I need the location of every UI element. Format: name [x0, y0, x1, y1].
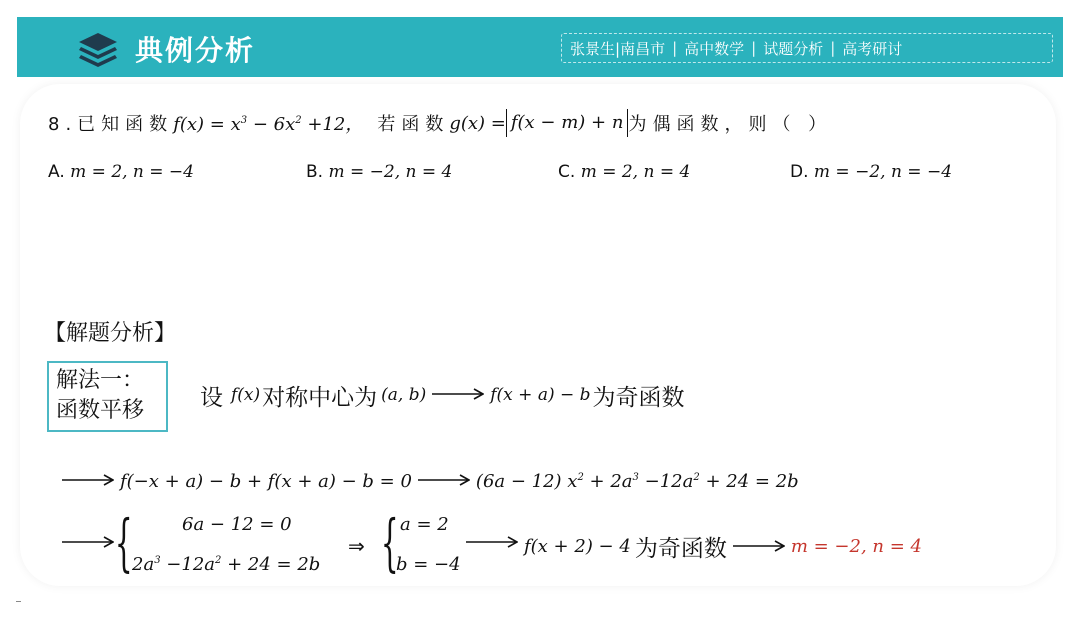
step-2	[62, 466, 799, 496]
step-3-text: 为奇函数	[634, 536, 727, 562]
step-1-shifted: f(x + a) − b	[490, 385, 591, 405]
step-1-ab: (a, b)	[381, 385, 427, 405]
question-mid: 若函数	[377, 114, 450, 135]
right-arrow-icon	[466, 536, 518, 548]
step-1-text-d: 为奇函数	[592, 384, 685, 411]
step-2-polynomial: (6a − 12) $x^2 + 2a^3 -12a^2 + 24 = 2b$	[475, 470, 799, 492]
question-suffix: 为偶函数，则（ ）	[628, 114, 833, 135]
step-3-conclusion	[524, 530, 922, 563]
question-stem	[48, 106, 832, 140]
left-brace-icon: {	[114, 506, 133, 579]
tag-subject: 高中数学	[684, 39, 745, 58]
system-1-eq-1: 6a − 12 = 0	[182, 514, 292, 535]
step-1	[200, 378, 685, 412]
option-d: D. m = −2, n = −4	[790, 162, 953, 182]
method-label-box	[47, 361, 168, 432]
question-prefix: 8.已知函数	[48, 114, 174, 135]
implies-symbol: ⇒	[348, 534, 365, 558]
tag-type: 试题分析	[763, 39, 824, 58]
step-1-text-b: 对称中心为	[262, 384, 378, 411]
right-arrow-icon	[62, 536, 114, 548]
method-line-1: 解法一：	[56, 368, 145, 393]
right-arrow-icon	[62, 474, 114, 486]
final-answer: m = −2, n = 4	[790, 536, 922, 557]
left-brace-icon: {	[380, 506, 399, 579]
option-b: B. m = −2, n = 4	[306, 162, 453, 182]
option-c: C. m = 2, n = 4	[558, 162, 691, 182]
f-definition: $f(x) = x^3 - 6x^2 +12$，	[173, 114, 364, 135]
system-1-eq-2: $2a^3 -12a^2 + 24 = 2b$	[132, 554, 321, 575]
method-line-2: 函数平移	[56, 398, 145, 423]
right-arrow-icon	[418, 474, 470, 486]
system-2-eq-2: b = −4	[396, 554, 461, 575]
tag-separator: |	[830, 39, 836, 57]
step-2-odd-condition: f(−x + a) − b + f(x + a) − b = 0	[120, 470, 412, 492]
divider-mark	[16, 601, 21, 602]
tag-author: 张景生|	[570, 39, 621, 58]
right-arrow-icon	[733, 540, 785, 552]
layers-icon	[77, 31, 119, 69]
right-arrow-icon	[432, 388, 484, 400]
author-tags	[561, 33, 1053, 63]
header-bar	[17, 17, 1063, 77]
tag-city: 南昌市	[620, 39, 666, 58]
g-definition: g(x) =	[449, 112, 506, 134]
step-1-fx: f(x)	[231, 385, 261, 405]
absolute-value-expr: f(x − m) + n	[506, 109, 629, 137]
analysis-heading: 【解题分析】	[44, 321, 177, 346]
tag-separator: |	[672, 39, 678, 57]
tag-topic: 高考研讨	[842, 39, 903, 58]
option-a: A. m = 2, n = −4	[48, 162, 194, 182]
step-1-text-a: 设	[200, 384, 223, 411]
system-2-eq-1: a = 2	[400, 514, 449, 535]
tag-separator: |	[751, 39, 757, 57]
step-3-shifted: f(x + 2) − 4	[524, 536, 631, 557]
page-title: 典例分析	[135, 34, 256, 67]
